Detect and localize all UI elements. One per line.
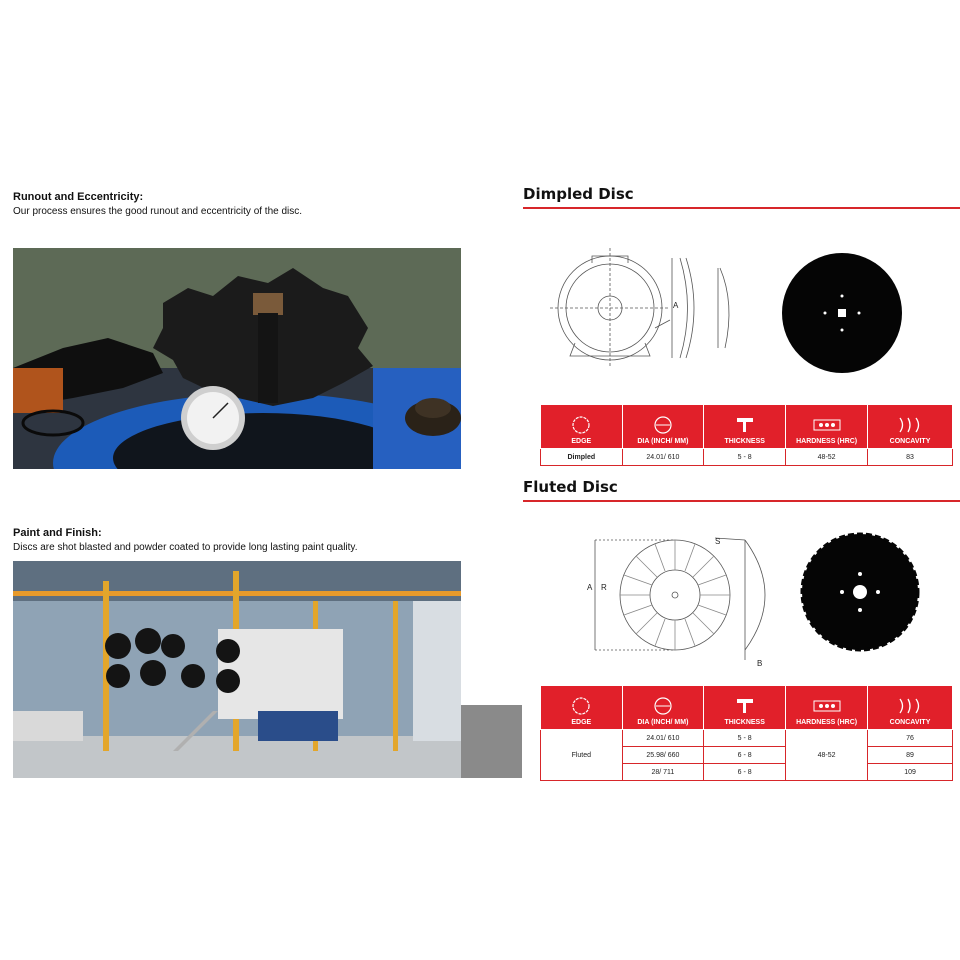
fluted-concavity-cell: 109: [868, 764, 953, 781]
concavity-icon: [895, 696, 925, 716]
fluted-label-r: R: [601, 583, 607, 592]
fluted-label-s: S: [715, 537, 721, 546]
edge-icon: [568, 415, 594, 435]
dimpled-hardness-cell: 48-52: [786, 449, 868, 466]
dimpled-concavity-cell: 83: [868, 449, 953, 466]
fluted-title-rule: [523, 500, 960, 502]
fluted-disc-drawing: [585, 530, 785, 670]
concavity-header: CONCAVITY: [868, 405, 953, 449]
fluted-edge-cell: Fluted: [541, 730, 623, 781]
fluted-label-b: B: [757, 659, 763, 668]
dimpled-disc-drawing: [550, 248, 750, 378]
thickness-header: THICKNESS: [704, 405, 786, 449]
hardness-header: HARDNESS (HRC): [786, 686, 868, 730]
hardness-icon: [812, 415, 842, 435]
fluted-thickness-cell: 6 - 8: [704, 747, 786, 764]
caliper-icon: [732, 696, 758, 716]
grey-block: [461, 705, 522, 778]
fluted-dia-cell: 24.01/ 610: [622, 730, 704, 747]
thickness-header: THICKNESS: [704, 686, 786, 730]
runout-title: Runout and Eccentricity:: [13, 191, 144, 203]
paint-text: Discs are shot blasted and powder coated to provide long lasting paint quality.: [13, 542, 358, 553]
concavity-icon: [895, 415, 925, 435]
fluted-thickness-cell: 6 - 8: [704, 764, 786, 781]
caliper-icon: [732, 415, 758, 435]
fluted-concavity-cell: 89: [868, 747, 953, 764]
dia-header: DIA (INCH/ MM): [622, 405, 704, 449]
hardness-icon: [812, 696, 842, 716]
dia-header: DIA (INCH/ MM): [622, 686, 704, 730]
dimpled-edge-cell: Dimpled: [541, 449, 623, 466]
concavity-header: CONCAVITY: [868, 686, 953, 730]
edge-header: EDGE: [541, 405, 623, 449]
paint-photo: [13, 561, 461, 778]
fluted-dia-cell: 25.98/ 660: [622, 747, 704, 764]
diameter-icon: [650, 415, 676, 435]
fluted-concavity-cell: 76: [868, 730, 953, 747]
fluted-disc-image: [800, 532, 920, 652]
fluted-disc-title: Fluted Disc: [523, 478, 618, 496]
diameter-icon: [650, 696, 676, 716]
runout-text: Our process ensures the good runout and eccentricity of the disc.: [13, 206, 303, 217]
dimpled-disc-title: Dimpled Disc: [523, 185, 634, 203]
edge-icon: [568, 696, 594, 716]
dimpled-label-a: A: [673, 301, 679, 310]
paint-title: Paint and Finish:: [13, 527, 102, 539]
fluted-dia-cell: 28/ 711: [622, 764, 704, 781]
runout-photo: [13, 248, 461, 469]
fluted-spec-table: [540, 685, 953, 781]
fluted-label-a: A: [587, 583, 593, 592]
dimpled-dia-cell: 24.01/ 610: [622, 449, 704, 466]
dimpled-spec-table: [540, 404, 953, 466]
edge-header: EDGE: [541, 686, 623, 730]
dimpled-disc-image: [781, 252, 903, 374]
fluted-thickness-cell: 5 - 8: [704, 730, 786, 747]
fluted-hardness-cell: 48-52: [786, 730, 868, 781]
dimpled-thickness-cell: 5 - 8: [704, 449, 786, 466]
dimpled-title-rule: [523, 207, 960, 209]
hardness-header: HARDNESS (HRC): [786, 405, 868, 449]
